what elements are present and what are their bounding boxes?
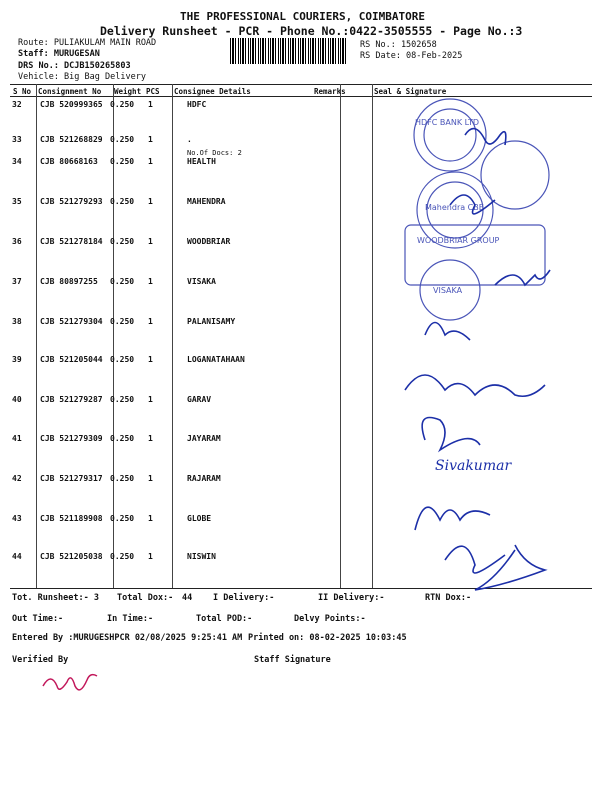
rs-date: RS Date: 08-Feb-2025 bbox=[360, 51, 463, 61]
row-weight: 0.250 bbox=[110, 197, 135, 206]
col-header-consignee: Consignee Details bbox=[174, 87, 251, 96]
row-sno: 42 bbox=[12, 474, 22, 483]
row-weight: 0.250 bbox=[110, 514, 135, 523]
row-sno: 38 bbox=[12, 317, 22, 326]
mahendra-stamp-text: Mahendra CBE bbox=[425, 203, 484, 212]
row-pcs: 1 bbox=[148, 157, 153, 166]
row-consignee: MAHENDRA bbox=[187, 197, 226, 206]
row-consignment: CJB 521279304 bbox=[40, 317, 103, 326]
total-pod: Total POD:- bbox=[196, 614, 253, 624]
row-pcs: 1 bbox=[148, 237, 153, 246]
row-consignment: CJB 520999365 bbox=[40, 100, 103, 109]
row-pcs: 1 bbox=[148, 355, 153, 364]
row-doc-count: No.Of Docs: 2 bbox=[187, 149, 242, 157]
row-consignee: LOGANATAHAAN bbox=[187, 355, 245, 364]
rtn-dox: RTN Dox:- bbox=[425, 593, 472, 603]
vehicle-label: Vehicle: Big Bag Delivery bbox=[18, 72, 146, 82]
row-consignment: CJB 521205038 bbox=[40, 552, 103, 561]
verified-by: Verified By bbox=[12, 655, 69, 665]
row-consignment: CJB 521189908 bbox=[40, 514, 103, 523]
col-header-seal: Seal & Signature bbox=[374, 87, 447, 96]
row-consignee: NISWIN bbox=[187, 552, 216, 561]
route-label: Route: PULIAKULAM MAIN ROAD bbox=[18, 38, 157, 48]
row-sno: 41 bbox=[12, 434, 22, 443]
row-sno: 40 bbox=[12, 395, 22, 404]
out-time: Out Time:- bbox=[12, 614, 64, 624]
col-header-remarks: Remarks bbox=[314, 87, 346, 96]
barcode bbox=[230, 38, 348, 64]
row-consignment: CJB 521279287 bbox=[40, 395, 103, 404]
row-pcs: 1 bbox=[148, 434, 153, 443]
row-sno: 37 bbox=[12, 277, 22, 286]
row-pcs: 1 bbox=[148, 474, 153, 483]
i-delivery: I Delivery:- bbox=[213, 593, 275, 603]
row-sno: 33 bbox=[12, 135, 22, 144]
row-pcs: 1 bbox=[148, 197, 153, 206]
row-sno: 43 bbox=[12, 514, 22, 523]
hdfc-stamp bbox=[414, 99, 486, 171]
staff-signature: Staff Signature bbox=[254, 655, 331, 665]
row-weight: 0.250 bbox=[110, 317, 135, 326]
col-header-weight: Weight bbox=[114, 87, 142, 96]
row-sno: 32 bbox=[12, 100, 22, 109]
row-pcs: 1 bbox=[148, 395, 153, 404]
row-consignment: CJB 521279317 bbox=[40, 474, 103, 483]
row-pcs: 1 bbox=[148, 135, 153, 144]
woodbriar-stamp-text: WOODBRIAR GROUP bbox=[417, 236, 500, 245]
row-weight: 0.250 bbox=[110, 434, 135, 443]
verified-initials bbox=[38, 668, 108, 698]
row-pcs: 1 bbox=[148, 277, 153, 286]
row-pcs: 1 bbox=[148, 317, 153, 326]
row-sno: 44 bbox=[12, 552, 22, 561]
row-consignment: CJB 521279309 bbox=[40, 434, 103, 443]
row-weight: 0.250 bbox=[110, 157, 135, 166]
row-consignee: PALANISAMY bbox=[187, 317, 236, 326]
row-consignee: HEALTH bbox=[187, 157, 216, 166]
printed-on: Printed on: 08-02-2025 10:03:45 bbox=[248, 633, 407, 643]
delvy-points: Delvy Points:- bbox=[294, 614, 366, 624]
row-weight: 0.250 bbox=[110, 474, 135, 483]
row-pcs: 1 bbox=[148, 552, 153, 561]
row-consignment: CJB 521268829 bbox=[40, 135, 103, 144]
row-weight: 0.250 bbox=[110, 237, 135, 246]
row-consignee: RAJARAM bbox=[187, 474, 221, 483]
row-sno: 39 bbox=[12, 355, 22, 364]
drs-number: DRS No.: DCJB150265803 bbox=[18, 61, 131, 71]
row-pcs: 1 bbox=[148, 100, 153, 109]
col-header-pcs: PCS bbox=[146, 87, 160, 96]
row-consignment: CJB 80668163 bbox=[40, 157, 98, 166]
row-consignment: CJB 521279293 bbox=[40, 197, 103, 206]
row-sno: 35 bbox=[12, 197, 22, 206]
staff-label: Staff: MURUGESAN bbox=[18, 49, 100, 59]
row-consignment: CJB 521278184 bbox=[40, 237, 103, 246]
tot-runsheet: Tot. Runsheet:- 3 bbox=[12, 593, 99, 603]
row-weight: 0.250 bbox=[110, 100, 135, 109]
row-consignee: JAYARAM bbox=[187, 434, 221, 443]
row-consignee: . bbox=[187, 135, 192, 144]
row-weight: 0.250 bbox=[110, 355, 135, 364]
row-consignee: WOODBRIAR bbox=[187, 237, 231, 246]
total-dox-label: Total Dox:- bbox=[117, 593, 174, 603]
row-weight: 0.250 bbox=[110, 135, 135, 144]
visaka-stamp-text: VISAKA bbox=[433, 286, 463, 295]
row-weight: 0.250 bbox=[110, 277, 135, 286]
total-dox-value: 44 bbox=[182, 593, 193, 603]
table-top-rule bbox=[10, 84, 592, 85]
rs-number: RS No.: 1502658 bbox=[360, 40, 437, 50]
row-consignment: CJB 521205044 bbox=[40, 355, 103, 364]
col-header-sno: S No bbox=[13, 87, 32, 96]
stamps-signatures bbox=[395, 95, 565, 355]
sivakumar-handwriting: Sivakumar bbox=[435, 458, 512, 474]
col-header-consignment: Consignment No bbox=[38, 87, 102, 96]
row-consignee: HDFC bbox=[187, 100, 207, 109]
hdfc-stamp-text: HDFC BANK LTD bbox=[415, 118, 480, 127]
row-weight: 0.250 bbox=[110, 552, 135, 561]
ii-delivery: II Delivery:- bbox=[318, 593, 385, 603]
row-consignee: GARAV bbox=[187, 395, 212, 404]
row-sno: 36 bbox=[12, 237, 22, 246]
row-pcs: 1 bbox=[148, 514, 153, 523]
handwritten-signatures bbox=[395, 360, 595, 600]
row-consignment: CJB 80897255 bbox=[40, 277, 98, 286]
row-consignee: GLOBE bbox=[187, 514, 212, 523]
in-time: In Time:- bbox=[107, 614, 154, 624]
runsheet-title: Delivery Runsheet - PCR - Phone No.:0422-3505555 - Page No.:3 bbox=[100, 24, 523, 38]
entered-by: Entered By :MURUGESHPCR 02/08/2025 9:25:41 AM bbox=[12, 633, 243, 643]
row-weight: 0.250 bbox=[110, 395, 135, 404]
row-consignee: VISAKA bbox=[187, 277, 216, 286]
row-sno: 34 bbox=[12, 157, 22, 166]
company-title: THE PROFESSIONAL COURIERS, COIMBATORE bbox=[180, 10, 426, 23]
